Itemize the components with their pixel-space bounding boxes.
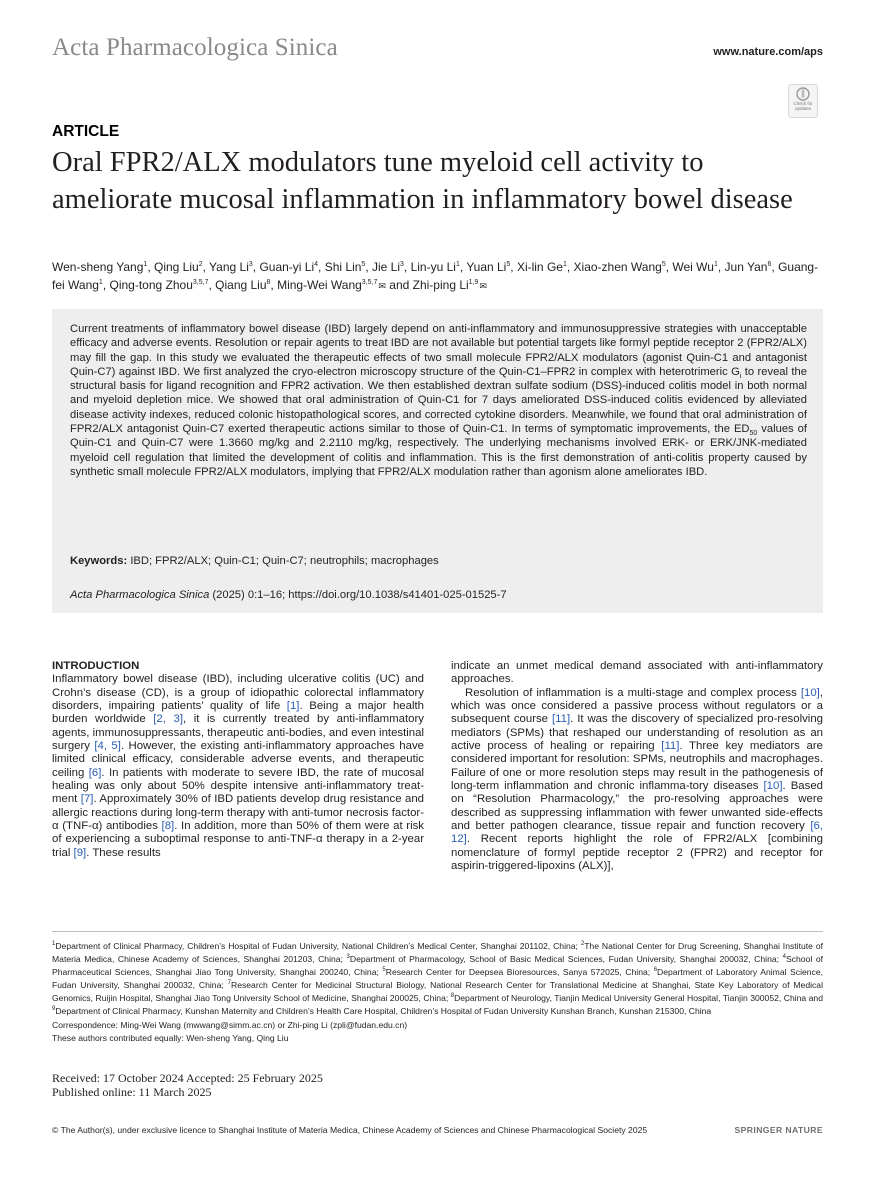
keywords-line bbox=[70, 555, 439, 567]
author-affiliation-number: 6 bbox=[767, 261, 772, 268]
abstract-text bbox=[70, 322, 807, 479]
citation-line bbox=[70, 589, 507, 601]
equal-contribution-line: These authors contributed equally: Wen-sheng Yang, Qing Liu bbox=[52, 1032, 289, 1043]
intro-paragraph-1 bbox=[52, 673, 424, 860]
reference-link[interactable]: [9] bbox=[73, 846, 87, 859]
crossmark-icon bbox=[796, 87, 810, 101]
author-affiliation-number: 3 bbox=[400, 261, 404, 268]
affiliation-text: Department of Pharmacology, School of Basic Medical Sciences, Fudan University, Shanghai 200032, China; bbox=[349, 954, 783, 965]
author-name[interactable]: Qing Liu bbox=[153, 260, 199, 274]
abstract-box bbox=[52, 309, 823, 613]
affiliation-number: 6 bbox=[653, 967, 658, 974]
introduction-heading: INTRODUCTION bbox=[52, 660, 140, 672]
journal-name: Acta Pharmacologica Sinica bbox=[52, 34, 338, 61]
author-name[interactable]: Yang Li bbox=[209, 260, 249, 274]
publisher-logo: SPRINGER NATURE bbox=[734, 1125, 823, 1135]
correspondence-line: Correspondence: Ming-Wei Wang (mwwang@simm.ac.cn) or Zhi-ping Li (zpli@fudan.edu.cn) bbox=[52, 1019, 408, 1030]
abstract-subscript-i: i bbox=[739, 373, 742, 381]
affiliations-block bbox=[52, 940, 823, 1045]
affiliation-number: 7 bbox=[227, 980, 231, 987]
footnote-rule bbox=[52, 931, 823, 932]
author-affiliation-number: 4 bbox=[314, 261, 319, 268]
author-affiliation-number: 1,9 bbox=[468, 279, 479, 286]
author-list: Wen-sheng Yang$^1$, Qing Liu$^2$, Yang Li$^3$, Guan-yi Li$^4$, Shi Lin$^5$, Jie Li$^3$, Lin-yu Li$^1$, Yuan Li$^5$, Xi-lin Ge$^1$, Xiao-zhen Wang$^5$, Wei Wu$^1$, Jun Yan$^6$, Guang-fei Wang$^1$, Qing-tong Zhou$^{3,5,7}$, Qiang Liu$^8$, Ming-Wei Wang$^{3,5,7}$✉ and Zhi-ping Li$^{1,9}$✉ bbox=[52, 258, 827, 295]
journal-website-link[interactable]: www.nature.com/aps bbox=[713, 46, 823, 58]
author-name[interactable]: Lin-yu Li bbox=[410, 260, 456, 274]
affiliation-text: Department of Neurology, Tianjin Medical University General Hospital, Tianjin 300052, China and bbox=[454, 993, 823, 1004]
author-name[interactable]: Guan-yi Li bbox=[259, 260, 315, 274]
author-name[interactable]: Jun Yan bbox=[724, 260, 768, 274]
author-name[interactable]: Guang-fei Wang bbox=[52, 260, 819, 292]
reference-link[interactable]: [10] bbox=[763, 780, 783, 793]
author-affiliation-number: 1 bbox=[713, 261, 718, 268]
received-accepted-dates: Received: 17 October 2024 Accepted: 25 February 2025 bbox=[52, 1071, 323, 1085]
affiliation-number: 1 bbox=[52, 941, 56, 948]
affiliation-number: 5 bbox=[382, 967, 386, 974]
author-affiliation-number: 5 bbox=[361, 261, 366, 268]
author-name[interactable]: Qiang Liu bbox=[215, 278, 267, 292]
copyright-footer: © The Author(s), under exclusive licence to Shanghai Institute of Materia Medica, Chinese Academy of Sciences and Chinese Pharmacological Society 2025 bbox=[52, 1125, 648, 1135]
reference-link[interactable]: [11] bbox=[661, 740, 680, 753]
check-for-updates-badge[interactable] bbox=[788, 84, 818, 118]
reference-link[interactable]: [10] bbox=[800, 686, 820, 699]
paragraph-text: . In addition, more than 50% of them were at risk of experiencing a suboptimal response to anti-TNF-α therapy in a 2-year trial bbox=[52, 820, 424, 859]
author-name[interactable]: Xiao-zhen Wang bbox=[573, 260, 662, 274]
reference-link[interactable]: [8] bbox=[161, 820, 175, 833]
paragraph-text: . Based on “Resolution Pharmacology,” the pro-resolving approaches were described as suppressing inflammation with fewer unwanted side-effects and better pathogen clearance, tissue repair and function recovery bbox=[451, 780, 823, 833]
author-affiliation-number: 1 bbox=[98, 279, 103, 286]
keywords-list: IBD; FPR2/ALX; Quin-C1; Quin-C7; neutrophils; macrophages bbox=[130, 555, 439, 567]
affiliation-text: School of Pharmaceutical Sciences, Shanghai Jiao Tong University, Shanghai 200240, China; bbox=[52, 954, 823, 978]
author-name[interactable]: Qing-tong Zhou bbox=[109, 278, 193, 292]
paragraph-text: . Three key mediators are considered important for resolution: SPMs, neutrophils and macrophages. Failure of one or more resolution steps may result in the pathogenesis of long-term inflammation and chronic inflamma-tory diseases bbox=[451, 740, 823, 793]
paragraph-text: . Recent reports highlight the role of FPR2/ALX [combining nomenclature of formyl peptide receptor 2 (FPR2) and receptor for aspirin-triggered-lipoxins (ALX)], bbox=[451, 833, 823, 873]
author-name[interactable]: Wen-sheng Yang bbox=[52, 260, 144, 274]
paragraph-text: . However, the existing anti-inflammatory approaches have limited clinical efficacy, considerable adverse events, and therapeutic ceiling bbox=[52, 740, 424, 779]
author-name[interactable]: Wei Wu bbox=[672, 260, 714, 274]
reference-link[interactable]: [1] bbox=[286, 700, 300, 713]
reference-link[interactable]: [6] bbox=[88, 766, 102, 779]
affiliation-text: Department of Clinical Pharmacy, Children’s Hospital of Fudan University, National Children’s Medical Center, Shanghai 201102, China; bbox=[55, 941, 581, 951]
affiliation-text: Research Center for Deepsea Bioresources, Sanya 572025, China; bbox=[385, 967, 654, 978]
published-date: Published online: 11 March 2025 bbox=[52, 1085, 212, 1099]
affiliation-text: Department of Laboratory Animal Science, Fudan University, Shanghai 200032, China; bbox=[52, 967, 823, 991]
reference-link[interactable]: [11] bbox=[551, 713, 571, 726]
author-affiliation-number: 8 bbox=[266, 279, 271, 286]
citation-journal: Acta Pharmacologica Sinica bbox=[70, 589, 210, 601]
abstract-part3: values of Quin-C1 and Quin-C7 were 1.3660 mg/kg and 2.2110 mg/kg, respectively. The underlying mechanisms involved ERK- or ERK/JNK-mediated myeloid cell regulation that limited the development of colitis and inflammation. This is the first demonstration of anti-colitis property caused by synthetic small molecule FPR2/ALX modulators, implying that FPR2/ALX modulation rather than agonism alone ameliorates IBD. bbox=[70, 423, 807, 478]
affiliation-text: The National Center for Drug Screening, Shanghai Institute of Materia Medica, Chinese Academy of Sciences, Shanghai 201203, China; bbox=[52, 941, 823, 965]
intro-paragraph-3 bbox=[451, 687, 823, 874]
article-type-label: ARTICLE bbox=[52, 123, 120, 140]
author-affiliation-number: 3 bbox=[248, 261, 253, 268]
author-conjunction: and bbox=[389, 278, 410, 292]
paragraph-text: Resolution of inflammation is a multi-stage and complex process bbox=[465, 686, 801, 699]
affiliation-text: Research Center for Medicinal Structural Biology, National Research Center for Translational Medicine at Shanghai, State Key Laboratory of Medical Genomics, Ruijin Hospital, Shanghai Jiao Tong University School of Medicine, Shanghai 200025, China; bbox=[52, 980, 823, 1004]
paragraph-text: , it is currently treated by anti-inflammatory agents, immunosuppressants, therapeutic anti-bodies, and even intestinal surgery bbox=[52, 713, 424, 753]
paragraph-text: Inflammatory bowel disease (IBD), including ulcerative colitis (UC) and Crohn’s disease (CD), is a group of idiopathic colorectal inflammatory disorders, impairing patients’ quality of life bbox=[52, 673, 424, 713]
badge-text-line1: Check for bbox=[793, 101, 813, 106]
author-affiliation-number: 2 bbox=[198, 261, 203, 268]
left-column bbox=[52, 660, 424, 860]
author-name[interactable]: Zhi-ping Li bbox=[412, 278, 469, 292]
paragraph-text: . Being a major health burden worldwide bbox=[52, 700, 425, 726]
keywords-label: Keywords: bbox=[70, 555, 128, 567]
paragraph-text: . In patients with moderate to severe IBD, the rate of mucosal healing was only about 50% despite intensive anti-inflammatory treat-ment bbox=[52, 766, 424, 806]
intro-paragraph-2 bbox=[451, 660, 823, 687]
paragraph-text: . These results bbox=[86, 846, 161, 859]
affiliation-number: 9 bbox=[52, 1006, 56, 1013]
email-icon[interactable]: ✉ bbox=[378, 281, 386, 291]
paragraph-text: , which was once considered a passive process without regulators or a subsequent course bbox=[451, 686, 823, 726]
abstract-subscript-50: 50 bbox=[749, 430, 758, 438]
author-affiliation-number: 1 bbox=[143, 261, 148, 268]
affiliation-number: 8 bbox=[450, 993, 455, 1000]
dates-block bbox=[52, 1071, 323, 1099]
author-affiliation-number: 1 bbox=[562, 261, 567, 268]
affiliation-number: 4 bbox=[782, 954, 786, 961]
abstract-part1: Current treatments of inflammatory bowel disease (IBD) largely depend on anti-inflammatory and immunosuppressive strategies with unacceptable efficacy and adverse events. Resolution or repair agents to treat IBD are not available but potential targets like formyl peptide receptor 2 (FPR2/ALX) may fill the gap. In this study we evaluated the therapeutic effects of two small molecule FPR2/ALX modulators (agonist Quin-C1 and antagonist Quin-C7) against IBD. We first analyzed the cryo-electron microscopy structure of the Quin-C1–FPR2 in complex with heterotrimeric G bbox=[70, 323, 807, 378]
paragraph-text: . Approximately 30% of IBD patients develop drug resistance and allergic reactions during long-term therapy with anti-tumor necrosis factor-α (TNF-α) antibodies bbox=[52, 793, 424, 833]
author-name[interactable]: Jie Li bbox=[372, 260, 401, 274]
reference-link[interactable]: [4, 5] bbox=[94, 740, 121, 753]
author-name[interactable]: Ming-Wei Wang bbox=[277, 278, 362, 292]
article-title: Oral FPR2/ALX modulators tune myeloid cell activity to ameliorate mucosal inflammation in inflammatory bowel disease bbox=[52, 147, 793, 215]
affiliation-list bbox=[52, 940, 823, 1019]
right-column bbox=[451, 660, 823, 874]
badge-text-line2: updates bbox=[794, 106, 811, 111]
email-icon[interactable]: ✉ bbox=[479, 281, 487, 291]
author-affiliation-number: 3,5,7 bbox=[192, 279, 209, 286]
abstract-part2: to reveal the structural basis for ligand recognition and FPR2 activation. We then established dextran sulfate sodium (DSS)-induced colitis model in both normal and myeloid depletion mice. We showed that oral administration of Quin-C1 for 7 days ameliorated DSS-induced colitis evidenced by alleviated disease activity indexes, reduced colonic histopathological scores, and corrected cytokine disorders. Meanwhile, we found that oral administration of FPR2/ALX antagonist Quin-C7 exerted therapeutic actions similar to those of Quin-C1. In terms of symptomatic improvements, the ED bbox=[70, 365, 807, 436]
author-affiliation-number: 1 bbox=[455, 261, 460, 268]
author-name[interactable]: Yuan Li bbox=[466, 260, 507, 274]
affiliation-number: 2 bbox=[580, 941, 585, 948]
paragraph-text: indicate an unmet medical demand associated with anti-inflammatory approaches. bbox=[451, 660, 823, 686]
author-affiliation-number: 5 bbox=[506, 261, 511, 268]
citation-doi[interactable]: (2025) 0:1–16; https://doi.org/10.1038/s41401-025-01525-7 bbox=[209, 589, 507, 601]
affiliation-number: 3 bbox=[346, 954, 350, 961]
paragraph-text: . It was the discovery of specialized pro-resolving mediators (SPMs) that reshaped our understanding of resolution as an active process of healing or repairing bbox=[451, 713, 823, 753]
author-affiliation-number: 3,5,7 bbox=[361, 279, 378, 286]
author-name[interactable]: Shi Lin bbox=[324, 260, 362, 274]
author-name[interactable]: Xi-lin Ge bbox=[516, 260, 563, 274]
affiliation-text: Department of Clinical Pharmacy, Kunshan Maternity and Children’s Health Care Hospital, Children’s Hospital of Fudan University Kunshan Branch, Kunshan 215300, China bbox=[55, 1006, 712, 1017]
author-affiliation-number: 5 bbox=[661, 261, 666, 268]
reference-link[interactable]: [7] bbox=[80, 793, 94, 806]
reference-link[interactable]: [6, 12] bbox=[451, 820, 823, 846]
reference-link[interactable]: [2, 3] bbox=[153, 713, 183, 726]
